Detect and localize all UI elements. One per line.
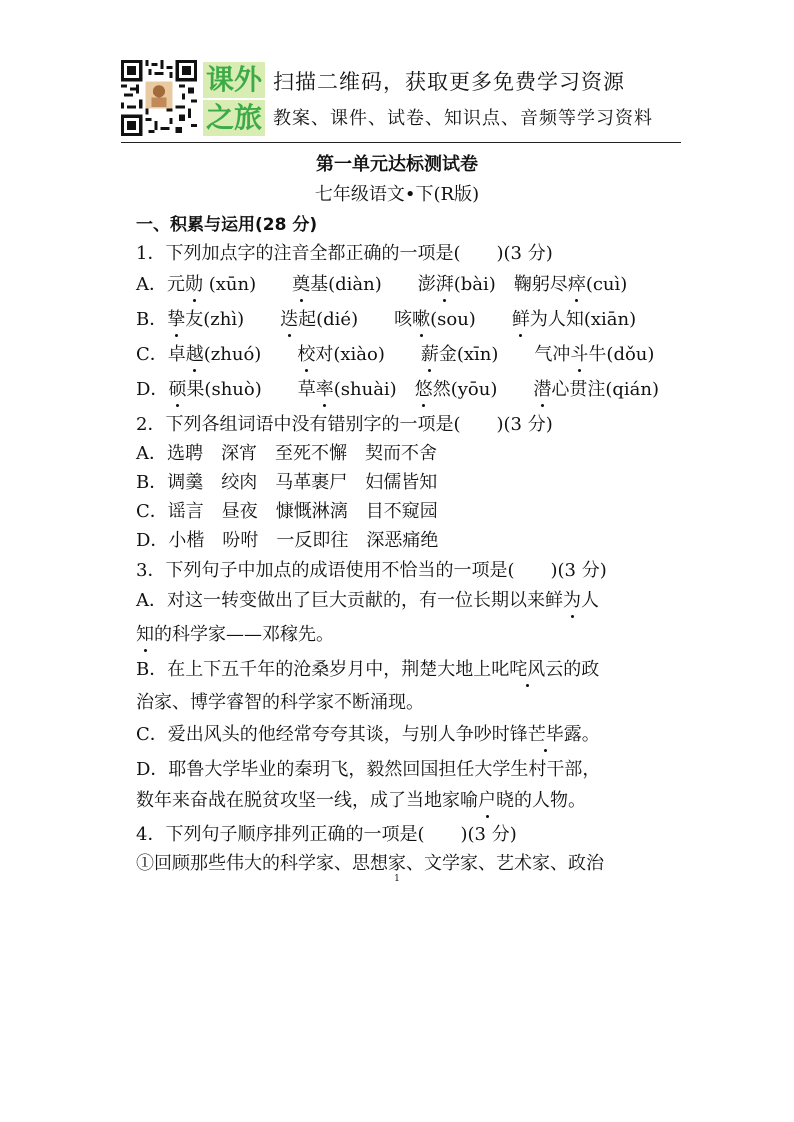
- question-4-stem: 4．下列句子顺序排列正确的一项是( )(3 分): [136, 824, 517, 845]
- question-1-option-b: B．挚友(zhì) 迭起(dié) 咳嗽(sou) 鲜为人知(xiān): [136, 305, 636, 331]
- question-3-option-a-cont: 知的科学家——邓稼先。: [136, 620, 334, 646]
- question-3-option-c: C．爱出风头的他经常夸夸其谈，与别人争吵时锋芒毕露。: [136, 720, 600, 746]
- question-3-option-b: B．在上下五千年的沧桑岁月中，荆楚大地上叱咤风云的政: [136, 655, 599, 681]
- question-4-sentence-1: ①回顾那些伟大的科学家、思想家、文学家、艺术家、政治: [136, 853, 604, 874]
- question-3-stem: 3．下列句子中加点的成语使用不恰当的一项是( )(3 分): [136, 560, 607, 581]
- section-heading: 一、积累与运用(28 分): [136, 215, 318, 235]
- question-2-option-c: C．谣言 昼夜 慷慨淋漓 目不窥园: [136, 501, 438, 522]
- question-2-option-d: D．小楷 吩咐 一反即往 深恶痛绝: [136, 530, 439, 551]
- question-1-option-a: A．元勋 (xūn) 奠基(diàn) 澎湃(bài) 鞠躬尽瘁(cuì): [136, 270, 627, 296]
- page-subtitle: 七年级语文•下(R版): [314, 184, 480, 205]
- page-number: 1: [394, 874, 400, 884]
- question-2-option-b: B．调羹 绞肉 马革裹尸 妇儒皆知: [136, 472, 438, 493]
- brand-logo-bottom: [203, 100, 265, 136]
- question-1-option-d: D．硕果(shuò) 草率(shuài) 悠然(yōu) 潜心贯注(qián): [136, 375, 659, 401]
- question-1-stem: 1．下列加点字的注音全都正确的一项是( )(3 分): [136, 243, 553, 264]
- banner-resources: 教案、课件、试卷、知识点、音频等学习资料: [273, 108, 653, 129]
- page-title: 第一单元达标测试卷: [316, 154, 478, 175]
- brand-logo-top: [203, 62, 265, 98]
- question-3-option-b-cont: 治家、博学睿智的科学家不断涌现。: [136, 692, 424, 713]
- header-banner: [121, 60, 681, 140]
- question-2-stem: 2．下列各组词语中没有错别字的一项是( )(3 分): [136, 414, 553, 435]
- question-1-option-c: C．卓越(zhuó) 校对(xiào) 薪金(xīn) 气冲斗牛(dǒu): [136, 340, 654, 366]
- header-divider: [121, 142, 681, 143]
- brand-text-bottom: 之旅: [205, 101, 262, 134]
- question-2-option-a: A．选聘 深宵 至死不懈 契而不舍: [136, 443, 437, 464]
- banner-slogan: 扫描二维码，获取更多免费学习资源: [273, 70, 625, 94]
- question-3-option-d-cont: 数年来奋战在脱贫攻坚一线，成了当地家喻户晓的人物。: [136, 786, 586, 812]
- brand-text-top: 课外: [205, 63, 262, 96]
- qr-code-icon: [121, 60, 197, 136]
- question-3-option-d: D．耶鲁大学毕业的秦玥飞，毅然回国担任大学生村干部，: [136, 759, 601, 780]
- question-3-option-a: A．对这一转变做出了巨大贡献的，有一位长期以来鲜为人: [136, 586, 599, 612]
